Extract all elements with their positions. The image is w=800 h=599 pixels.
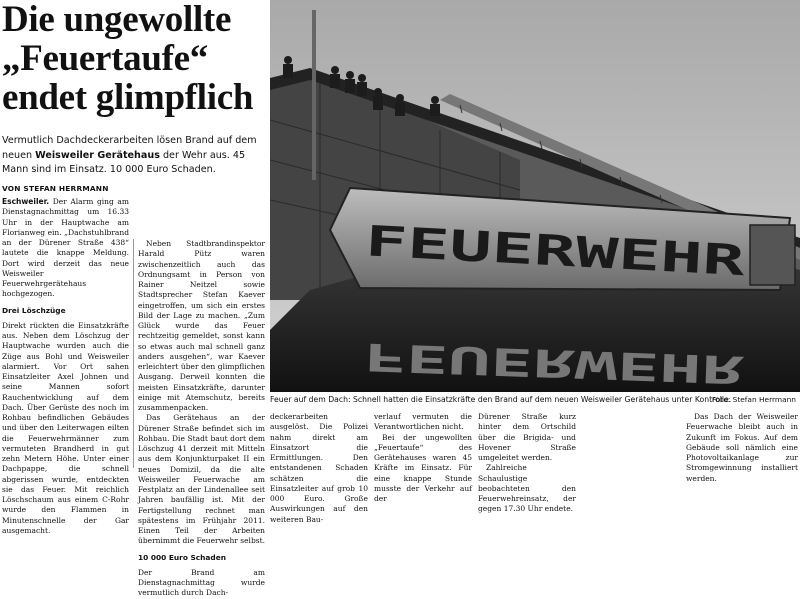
paragraph: Dürener Straße kurz hinter dem Ortschild über die Brigida- und Hovener Straße umgeleitet werden. [478,412,576,462]
lead-paragraph [2,134,266,178]
photo-caption [270,393,800,407]
paragraph: Das Dach der Weisweiler Feuerwache bleibt auch in Zukunft im Fokus. Auf dem Gebäude soll nämlich eine Photovoltaikanlage zur Stromgewinnung installiert werden. [686,412,798,483]
paragraph: Direkt rückten die Einsatzkräfte aus. Neben dem Löschzug der Hauptwache wurden auch die Züge aus Bohl und Weisweiler alarmiert. Vor Ort sahen Einsatzleiter Axel Johnen und seine Mannen sofort Rauchentwicklung auf dem Dach. Über Gerüste des noch im Rohbau befindlichen Gebäudes und über den Leiterwagen eilten die Feuerwehrmänner zum vermuteten Brandherd in gut zehn Metern Höhe. Unter einer Dachpappe, die schnell abgerissen wurde, entdeckten sie das Feuer. Mit reichlich Löschschaum aus einem C-Rohr wurde den Flammen in Minutenschnelle der Gar ausgemacht. [2,320,129,535]
lead-text-bold: Weisweiler Gerätehaus [35,149,160,161]
article-column-5 [478,412,576,514]
article-column-3 [270,412,368,524]
paragraph-text: Der Alarm ging am Dienstagnachmittag um 16.33 Uhr in der Hauptwache am Florianweg ein. „Dachstuhlbrand an der Dürener Straße 438“ lautete die knappe Meldung. Dort wird derzeit das neue Weisweiler Feuerwehrgerätehaus hochgezogen. [2,197,129,299]
photo-credit: Foto: Stefan Herrmann [711,395,796,404]
subheading: Drei Löschzüge [2,305,66,315]
headline [2,0,266,117]
article-column-1 [2,197,129,535]
lead-text-end: der Wehr aus. 45 Mann sind im Einsatz. 10 000 Euro Schaden. [2,149,246,176]
paragraph: Das Gerätehaus an der Dürener Straße befindet sich im Rohbau. Die Stadt baut dort dem Löschzug 41 derzeit mit Mitteln aus dem Konjunkturpaket II ein neues Domizil, da die alte Weisweiler Feuerwache am Festplatz an der Lindenallee seit Jahren baufällig ist. Mit der Fertigstellung rechnet man spätestens im Frühjahr 2011. Einen Teil der Arbeiten übernimmt die Feuerwehr selbst. [138,413,266,546]
feuerwehr-sign-reflection: FEUERWEHR [363,334,571,386]
paragraph: Neben Stadtbrandinspektor Harald Pütz waren zwischenzeitlich auch das Ordnungsamt in Person von Rainer Neitzel sowie Stadtsprecher Stefan Kaever eingetroffen, um sich ein erstes Bild der Lage zu machen. „Zum Glück wurde das Feuer rechtzeitig gemeldet, sonst kann so etwas auch mal schnell ganz anders ausgehen“, war Kaever erleichtert über den glimpflichen Ausgang. Derweil konnten die meisten Einsatzkräfte, darunter einige mit Atemschutz, bereits zusammenpacken. [138,239,265,412]
feuerwehr-sign-text: FEUERWEHR [363,216,594,278]
paragraph: verlauf vermuten die Verantwortlichen nicht. [374,412,472,432]
dateline: Eschweiler. [2,197,50,206]
headline-line-1: Die ungewollte [2,0,232,40]
paragraph: Zahlreiche Schaulustige beobachteten den Feuerwehreinsatz, der gegen 17.30 Uhr endete. [478,463,576,514]
paragraph: deckerarbeiten ausgelöst. Die Polizei nahm direkt am Einsatzort die Ermittlungen. Den entstandenen Schaden schätzen die Einsatzleiter auf grob 10 000 Euro. Große Auswirkungen auf den weiteren Bau- [270,412,368,524]
article-column-4 [374,412,472,503]
caption-text: Feuer auf dem Dach: Schnell hatten die Einsatzkräfte den Brand auf dem neuen Weisweiler Gerätehaus unter Kontrolle. [270,395,732,404]
subheading: 10 000 Euro Schaden [138,552,226,562]
column-divider [133,239,134,468]
lead-text-start: Vermutlich Dachdeckerarbeiten lösen Brand auf dem neuen [2,135,257,161]
headline-line-2: „Feuertaufe“ [2,38,208,79]
byline: VON STEFAN HERRMANN [2,184,109,193]
news-photo [270,0,800,392]
article-column-2 [138,239,266,598]
paragraph: Der Brand am Dienstagnachmittag wurde vermutlich durch Dach- [138,567,265,598]
paragraph [2,197,129,300]
headline-line-3: endet glimpflich [2,77,254,118]
article-column-6 [686,412,798,483]
paragraph: Bei der ungewollten „Feuertaufe“ des Gerätehauses waren 45 Kräfte im Einsatz. Für eine knappe Stunde musste der Verkehr auf der [374,432,472,503]
